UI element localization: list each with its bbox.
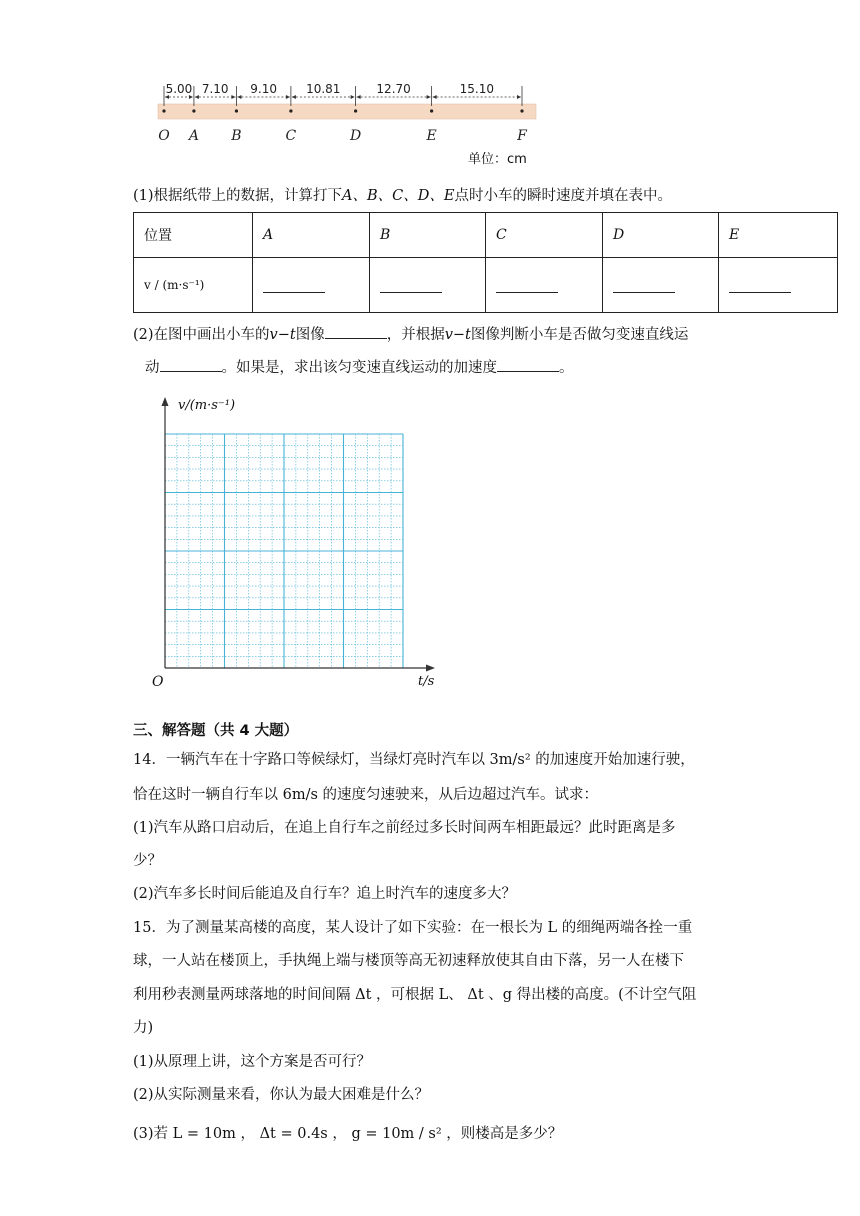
paper-tape [158, 104, 536, 119]
tape-point-label: C [285, 128, 297, 144]
table-velocity-row [134, 258, 838, 313]
graph-xlabel: t/s [418, 674, 435, 689]
header-cell: E [719, 213, 838, 258]
tape-segment-label: 7.10 [201, 82, 229, 96]
problem-15-line-2: 球，一人站在楼顶上，手执绳上端与楼顶等高无初速释放使其自由下落，另一人在楼下 [133, 953, 684, 969]
acceleration-blank[interactable] [497, 357, 559, 372]
velocity-row-label: v / (m·s⁻¹) [134, 258, 253, 313]
tape-unit-label: 单位：cm [468, 152, 527, 167]
tape-dot [354, 109, 357, 112]
header-cell: A [253, 213, 370, 258]
graph-ylabel: v/(m·s⁻¹) [178, 398, 236, 413]
problem-14-line-2: 恰在这时一辆自行车以 6m/s 的速度匀速驶来，从后边超过汽车。试求： [133, 787, 599, 803]
header-cell: 位置 [134, 213, 253, 258]
graph-grid [165, 434, 403, 668]
problem-15-line-1: 15．为了测量某高楼的高度，某人设计了如下实验：在一根长为 L 的细绳两端各拴一重 [133, 920, 693, 936]
tape-dot [289, 109, 292, 112]
problem-15-line-4: 力) [133, 1020, 154, 1036]
tape-dot [192, 109, 195, 112]
problem-15-q2: (2)从实际测量来看，你认为最大困难是什么？ [133, 1087, 430, 1103]
vt-graph-blank[interactable] [325, 324, 387, 339]
dimension-arrow [351, 95, 355, 99]
problem-14-q1-line-2: 少？ [133, 853, 162, 869]
tape-point-label: D [349, 128, 362, 144]
header-cell: C [486, 213, 603, 258]
dimension-arrow [231, 95, 235, 99]
question-2-line-2: 动 。如果是，求出该匀变速直线运动的加速度 。 [145, 357, 574, 378]
dimension-arrow [517, 95, 521, 99]
tape-segment-label: 9.10 [250, 82, 278, 96]
tape-segment-label: 12.70 [376, 82, 411, 96]
velocity-answer-blank[interactable] [370, 258, 486, 313]
problem-15-q1: (1)从原理上讲，这个方案是否可行？ [133, 1054, 372, 1070]
question-1-points: A、B、C、D、E [342, 188, 455, 204]
tape-segment-label: 15.10 [459, 82, 494, 96]
dimension-arrow [427, 95, 431, 99]
velocity-answer-blank[interactable] [486, 258, 603, 313]
section-3-title: 三、解答题（共 4 大题） [133, 723, 299, 739]
dimension-arrow [195, 95, 199, 99]
tape-segment-label: 10.81 [306, 82, 341, 96]
question-2-line-1: (2)在图中画出小车的v−t图像 ，并根据v−t图像判断小车是否做匀变速直线运 [133, 324, 688, 345]
vt-graph [140, 390, 450, 700]
velocity-answer-blank[interactable] [719, 258, 838, 313]
tape-point-label: A [188, 128, 199, 144]
velocity-table [133, 212, 838, 313]
velocity-answer-blank[interactable] [253, 258, 370, 313]
tape-point-label: B [231, 128, 242, 144]
dimension-arrow [357, 95, 361, 99]
dimension-arrow [286, 95, 290, 99]
tape-segment-label: 5.00 [165, 82, 193, 96]
graph-origin: O [152, 674, 164, 690]
dimension-arrow [433, 95, 437, 99]
header-cell: D [603, 213, 719, 258]
tape-point-label: F [517, 128, 527, 144]
problem-15-line-3: 利用秒表测量两球落地的时间间隔 Δt ，可根据 L、 Δt 、g 得出楼的高度。(不计空气阻 [133, 987, 697, 1003]
problem-14-line-1: 14．一辆汽车在十字路口等候绿灯，当绿灯亮时汽车以 3m/s² 的加速度开始加速行驶， [133, 752, 695, 768]
tape-dot [162, 109, 165, 112]
problem-14-q1-line-1: (1)汽车从路口启动后，在追上自行车之前经过多长时间两车相距最远？此时距离是多 [133, 820, 676, 836]
problem-15-q3: (3)若 L = 10m ， Δt = 0.4s ， g = 10m / s² ，则楼高是多少？ [133, 1126, 563, 1142]
dimension-arrow [237, 95, 241, 99]
question-1-text: (1)根据纸带上的数据，计算打下A、B、C、D、E点时小车的瞬时速度并填在表中。 [133, 188, 672, 204]
problem-14-q2: (2)汽车多长时间后能追及自行车？追上时汽车的速度多大？ [133, 886, 517, 902]
tape-dot [520, 109, 523, 112]
dimension-arrow [292, 95, 296, 99]
tape-dot [430, 109, 433, 112]
tape-point-label: E [426, 128, 437, 144]
uniform-motion-blank[interactable] [160, 357, 222, 372]
table-header-row [134, 213, 838, 258]
velocity-answer-blank[interactable] [603, 258, 719, 313]
x-axis-arrow [426, 665, 435, 672]
y-axis-arrow [162, 397, 169, 406]
tape-dot [235, 109, 238, 112]
tape-point-label: O [158, 128, 170, 144]
header-cell: B [370, 213, 486, 258]
